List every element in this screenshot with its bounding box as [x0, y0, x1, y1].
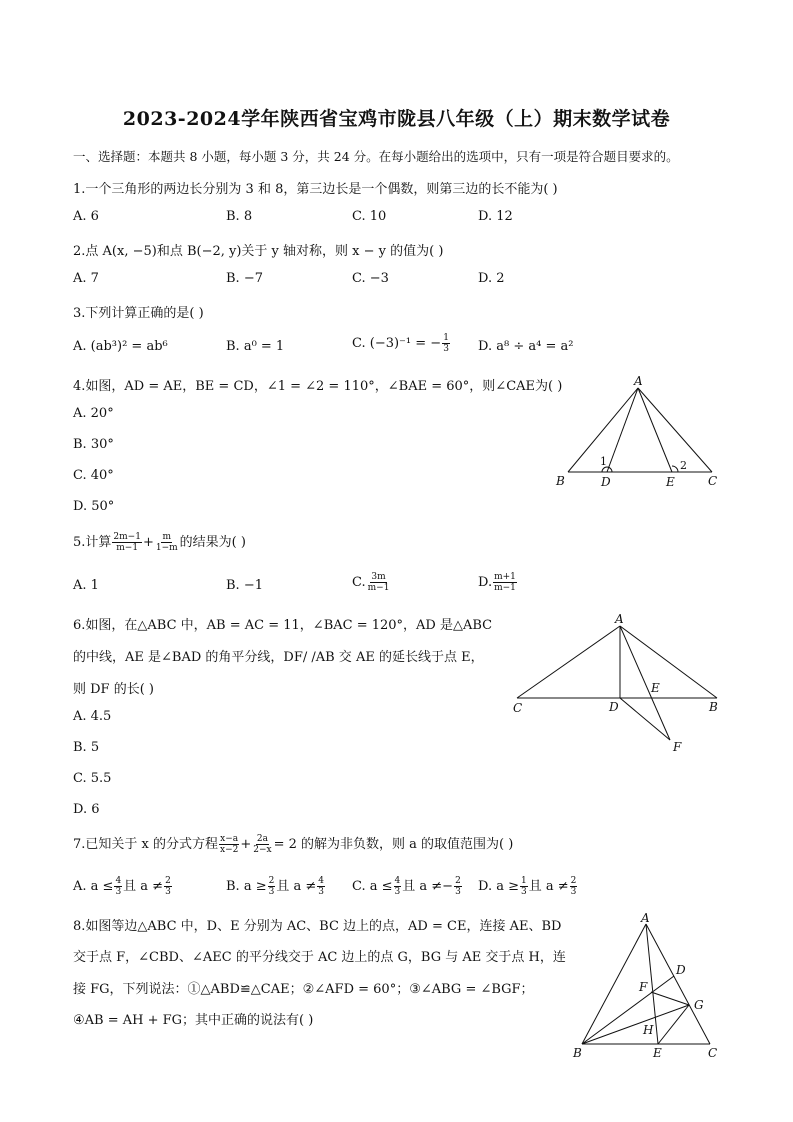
q4-label-a: A	[634, 374, 643, 388]
q5-suffix: 的结果为( )	[179, 535, 246, 550]
q5-d-fraction: $\frac{m+1}{m-1}$	[494, 572, 516, 593]
q7-option-d[interactable]: D. a ≥ $\frac{1}{3}$ 且 a ≠ $\frac{2}{3}$	[478, 876, 577, 897]
q1-option-a[interactable]: A. 6	[73, 209, 99, 224]
question-8-line-2: 交于点 F，∠CBD、∠AEC 的平分线交于 AC 边上的点 G，BG 与 AE 交于点 H，连	[73, 950, 566, 965]
q4-option-d[interactable]: D. 50°	[73, 499, 115, 514]
q3-option-c[interactable]	[352, 333, 451, 354]
q7-option-a[interactable]: A. a ≤ $\frac{4}{3}$ 且 a ≠ $\frac{2}{3}$	[73, 876, 171, 897]
q6-label-f: F	[673, 740, 682, 754]
q3-c-fraction: $\frac{1}{3}$	[443, 333, 449, 354]
question-7	[73, 833, 513, 855]
q5-option-d[interactable]	[478, 572, 518, 593]
q8-figure	[570, 912, 725, 1064]
q2-option-b[interactable]: B. −7	[226, 271, 263, 286]
q4-label-angle2: 2	[680, 459, 687, 472]
q8-label-e: E	[653, 1046, 662, 1060]
q8-label-a: A	[641, 912, 650, 925]
q4-figure	[550, 372, 725, 492]
question-8-line-3: 接 FG，下列说法：①△ABD≌△CAE；②∠AFD = 60°；③∠ABG = ∠BGF；	[73, 982, 534, 997]
q3-c-text: C. (−3)⁻¹ = −	[352, 336, 442, 351]
q8-label-b: B	[573, 1046, 582, 1060]
q3-option-b[interactable]: B. a⁰ = 1	[226, 339, 285, 354]
q5-d-prefix: D.	[478, 575, 493, 590]
q5-option-b[interactable]: B. −1	[226, 578, 263, 593]
q5-option-a[interactable]: A. 1	[73, 578, 99, 593]
question-6-line-1: 6.如图，在△ABC 中，AB = AC = 11，∠BAC = 120°，AD 是△ABC	[73, 618, 493, 633]
q8-label-d: D	[676, 963, 686, 977]
q6-label-a: A	[615, 612, 624, 626]
q7-fraction-2: $\frac{2a}{2-x}$	[253, 834, 272, 855]
q6-label-d: D	[609, 700, 619, 714]
q3-option-d[interactable]: D. a⁸ ÷ a⁴ = a²	[478, 339, 574, 354]
q8-label-h: H	[643, 1023, 654, 1037]
q7-fraction-1: $\frac{x-a}{x-2}$	[220, 834, 239, 855]
q6-option-d[interactable]: D. 6	[73, 802, 100, 817]
q4-option-c[interactable]: C. 40°	[73, 468, 114, 483]
question-4: 4.如图，AD = AE，BE = CD，∠1 = ∠2 = 110°，∠BAE = 60°，则∠CAE为( )	[73, 379, 563, 394]
q6-option-b[interactable]: B. 5	[73, 740, 100, 755]
q4-option-b[interactable]: B. 30°	[73, 437, 114, 452]
q2-option-a[interactable]: A. 7	[73, 271, 99, 286]
q7-prefix: 7.已知关于 x 的分式方程	[73, 837, 218, 852]
q7-suffix: = 2 的解为非负数，则 a 的取值范围为( )	[273, 837, 514, 852]
question-8-line-1: 8.如图等边△ABC 中，D、E 分别为 AC、BC 边上的点，AD = CE，连接 AE、BD	[73, 919, 562, 934]
page-title: 2023-2024学年陕西省宝鸡市陇县八年级（上）期末数学试卷	[122, 108, 671, 130]
question-6-line-2: 的中线，AE 是∠BAD 的角平分线，DF/ /AB 交 AE 的延长线于点 E，	[73, 650, 484, 665]
q8-label-f: F	[639, 980, 648, 994]
q1-option-b[interactable]: B. 8	[226, 209, 253, 224]
q4-label-c: C	[708, 474, 718, 488]
q7-plus: +	[240, 837, 252, 852]
q4-label-angle1: 1	[600, 455, 607, 468]
q6-label-e: E	[651, 681, 660, 695]
q1-option-d[interactable]: D. 12	[478, 209, 513, 224]
question-2: 2.点 A(x, −5)和点 B(−2, y)关于 y 轴对称，则 x − y 的值为( )	[73, 244, 444, 259]
q5-c-prefix: C.	[352, 575, 366, 590]
q7-option-b[interactable]: B. a ≥ $\frac{2}{3}$ 且 a ≠ $\frac{4}{3}$	[226, 876, 324, 897]
question-3: 3.下列计算正确的是( )	[73, 306, 204, 321]
q6-option-a[interactable]: A. 4.5	[73, 709, 112, 724]
q1-option-c[interactable]: C. 10	[352, 209, 387, 224]
q4-label-b: B	[556, 474, 565, 488]
q4-label-d: D	[601, 475, 611, 489]
q4-option-a[interactable]: A. 20°	[73, 406, 114, 421]
q3-option-a[interactable]: A. (ab³)² = ab⁶	[73, 339, 168, 354]
q5-c-fraction: $\frac{3m}{m-1}$	[367, 572, 390, 593]
q8-label-g: G	[694, 998, 704, 1012]
q2-option-d[interactable]: D. 2	[478, 271, 505, 286]
section-header: 一、选择题：本题共 8 小题，每小题 3 分，共 24 分。在每小题给出的选项中，只有一项是符合题目要求的。	[73, 149, 679, 164]
q5-fraction-2: $\frac{m}{1-m}$	[155, 532, 178, 553]
q4-label-e: E	[666, 475, 675, 489]
q2-option-c[interactable]: C. −3	[352, 271, 389, 286]
q5-prefix: 5.计算	[73, 535, 112, 550]
q5-option-c[interactable]	[352, 572, 391, 593]
question-6-line-3: 则 DF 的长( )	[73, 682, 154, 697]
question-5	[73, 531, 246, 553]
q5-plus: +	[142, 535, 154, 550]
question-1: 1.一个三角形的两边长分别为 3 和 8，第三边长是一个偶数，则第三边的长不能为( )	[73, 182, 558, 197]
q6-label-b: B	[709, 700, 718, 714]
q8-label-c: C	[708, 1046, 718, 1060]
q7-option-c[interactable]: C. a ≤ $\frac{4}{3}$ 且 a ≠− $\frac{2}{3}$	[352, 876, 461, 897]
q5-fraction-1: $\frac{2m-1}{m-1}$	[113, 532, 141, 553]
q6-figure	[505, 610, 735, 760]
q6-option-c[interactable]: C. 5.5	[73, 771, 112, 786]
question-8-line-4: ④AB = AH + FG；其中正确的说法有( )	[73, 1013, 314, 1028]
q6-label-c: C	[513, 701, 523, 715]
